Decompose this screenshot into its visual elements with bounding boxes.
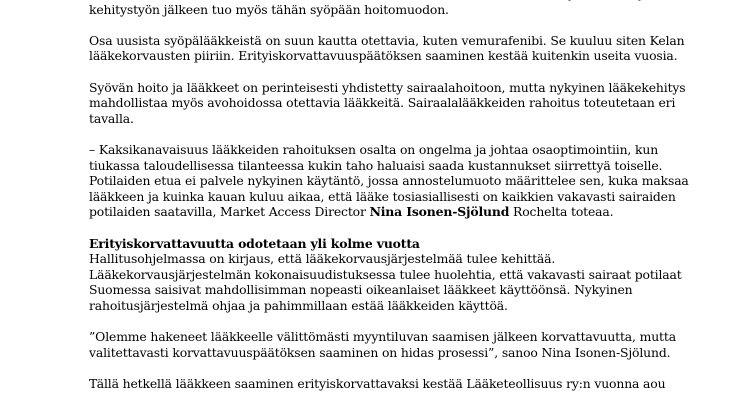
text-line: Hallitusohjelmassa on kirjaus, että lääkekorvausjärjestelmää tulee kehittää.	[89, 251, 556, 267]
article-body	[89, 0, 729, 407]
person-name: Nina Isonen-Sjölund	[369, 204, 510, 220]
text-line: tiukassa taloudellisessa tilanteessa kukin taho haluaisi saada kustannukset siirrettyä toiselle.	[89, 157, 663, 173]
text-line: Syövän hoito ja lääkkeet on perinteisesti yhdistetty sairaalahoitoon, mutta nykyinen lääkekehitys	[89, 79, 686, 95]
text-line: Lääkekorvausjärjestelmän kokonaisuudistuksessa tulee huolehtia, että vakavasti sairaat potilaat	[89, 266, 682, 282]
text-line: Potilaiden etua ei palvele nykyinen käytäntö, jossa annostelumuoto määrittelee sen, kuka maksaa	[89, 173, 689, 189]
paragraph-intro-continued	[89, 0, 729, 17]
text-fragment: potilaiden saatavilla, Market Access Director	[89, 204, 370, 220]
paragraph-quote-isonen-sjolund	[89, 329, 729, 360]
text-line: Osa uusista syöpälääkkeistä on suun kautta otettavia, kuten vemurafenibi. Se kuuluu siten Kelan	[89, 32, 685, 48]
text-line: Tällä hetkellä lääkkeen saaminen erityiskorvattavaksi kestää Lääketeollisuus ry:n vuonna aou	[89, 375, 666, 391]
paragraph-hospital-care	[89, 80, 729, 127]
text-line: valitettavasti korvattavuuspäätöksen saaminen on hidas prosessi”, sanoo Nina Isonen-Sjölund.	[89, 344, 671, 360]
text-line: – Kaksikanavaisuus lääkkeiden rahoituksen osalta on ongelma ja johtaa osaoptimointiin, kun	[89, 141, 659, 157]
text-line: lääkekorvausten piiriin. Erityiskorvattavuuspäätöksen saaminen kestää kuitenkin useita vuosia.	[89, 48, 678, 64]
text-line: ”Olemme hakeneet lääkkeelle välittömästi myyntiluvan saamisen jälkeen korvattavuutta, mutta	[89, 329, 676, 345]
text-line: mahdollistaa myös avohoidossa otettavia lääkkeitä. Sairaalalääkkeiden rahoitus toteutetaan eri	[89, 95, 676, 111]
text-line: lääkkeen ja kuinka kauan kuluu aikaa, että lääke tosiasiallisesti on kaikkien vakavasti sairaiden	[89, 188, 676, 204]
paragraph-quote-dual-channel	[89, 142, 729, 220]
text-line: tavalla.	[89, 110, 134, 126]
text-fragment: Rochelta toteaa.	[509, 204, 614, 220]
section-reimbursement	[89, 236, 729, 314]
text-line: kehitystyön jälkeen tuo myös tähän syöpään hoitomuodon.	[89, 1, 449, 17]
section-heading: Erityiskorvattavuutta odotetaan yli kolme vuotta	[89, 235, 420, 251]
paragraph-cut-off	[89, 376, 729, 392]
text-line: Suomessa saisivat mahdollisimman nopeasti oikeanlaiset lääkkeet käyttöönsä. Nykyinen	[89, 282, 633, 298]
text-line	[89, 204, 729, 220]
paragraph-oral-drugs	[89, 33, 729, 64]
text-line: rahoitusjärjestelmä ohjaa ja pahimmillaan estää lääkkeiden käyttöä.	[89, 297, 508, 313]
